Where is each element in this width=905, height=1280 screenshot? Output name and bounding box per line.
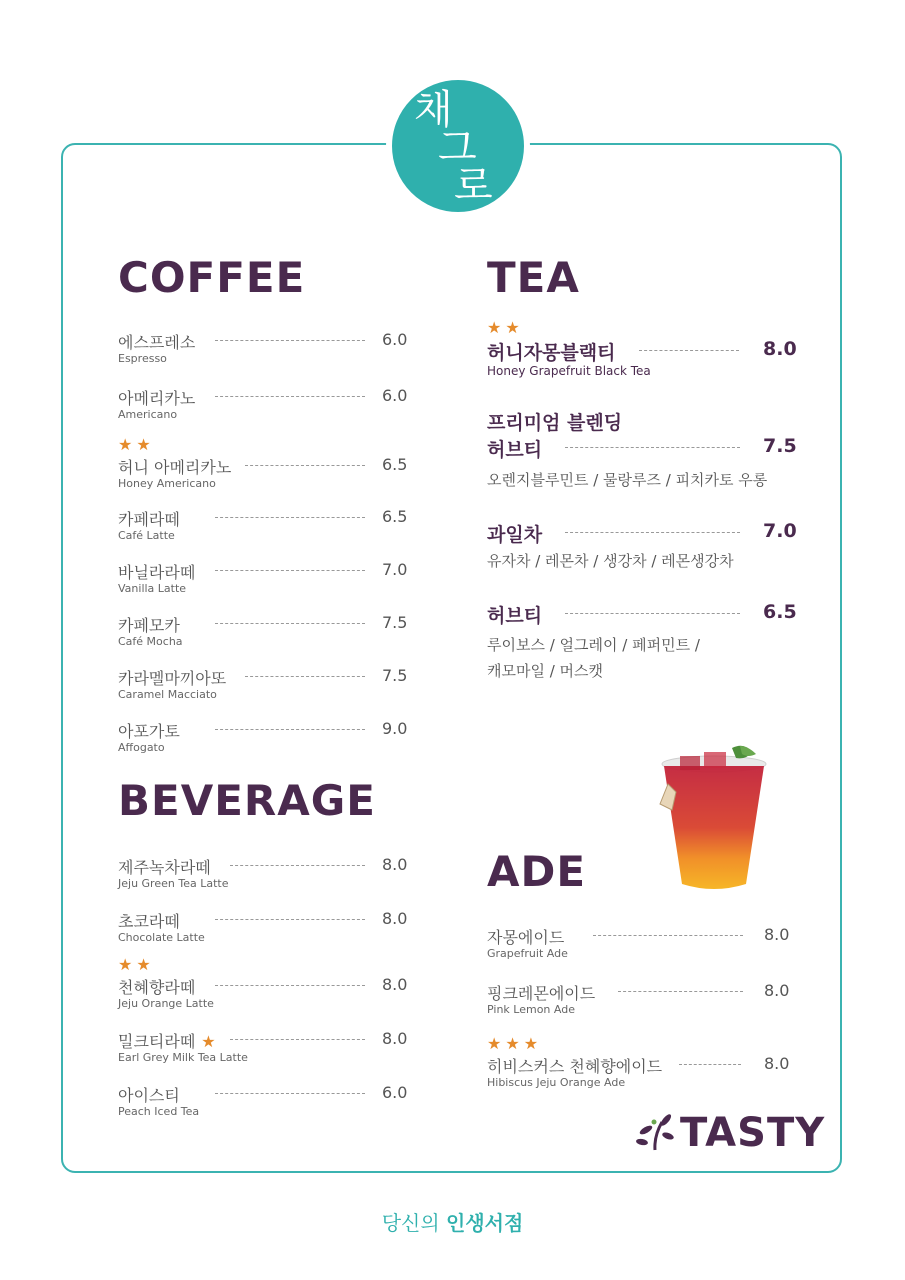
menu-item-heading: [487, 408, 797, 434]
leader-dots: [215, 517, 365, 518]
leader-dots: [565, 613, 740, 614]
menu-item: [118, 507, 408, 547]
menu-item: [118, 909, 408, 949]
menu-item: [118, 560, 408, 600]
brand-logo: [632, 1110, 826, 1156]
item-description: 오렌지블루민트 / 물랑루즈 / 피치카토 우롱: [487, 471, 768, 489]
footer-slogan: [0, 1207, 905, 1236]
item-english: Americano: [118, 408, 178, 421]
item-english: Honey Americano: [118, 477, 216, 490]
leader-dots: [215, 623, 365, 624]
leader-dots: [618, 991, 743, 992]
star-rating: ★★★: [487, 1034, 543, 1053]
item-description: 캐모마일 / 머스캣: [487, 662, 604, 680]
item-english: Vanilla Latte: [118, 582, 187, 595]
menu-item: [118, 330, 408, 370]
tea-title: TEA: [487, 253, 580, 302]
menu-item: [487, 925, 797, 965]
footer-bold: 인생서점: [446, 1211, 524, 1235]
beverage-title: BEVERAGE: [118, 776, 376, 825]
item-name: 바닐라라떼: [118, 563, 196, 582]
star-rating: ★★: [118, 435, 155, 454]
logo-char: 채: [414, 87, 453, 133]
item-price: 9.0: [382, 719, 408, 738]
leader-dots: [593, 935, 743, 936]
item-name: 밀크티라떼 ★: [118, 1032, 216, 1051]
item-name-line1: 프리미엄 블렌딩: [487, 412, 623, 434]
item-price: 8.0: [382, 855, 408, 874]
menu-item: [487, 318, 797, 378]
star-rating: ★★: [487, 318, 524, 337]
item-name: 카라멜마끼아또: [118, 669, 227, 688]
logo-circle: [386, 74, 530, 218]
item-name: 핑크레몬에이드: [487, 984, 596, 1003]
menu-item: [118, 855, 408, 895]
item-price: 8.0: [764, 981, 790, 1000]
item-price: 8.0: [382, 1029, 408, 1048]
leader-dots: [245, 465, 365, 466]
item-price: 7.0: [382, 560, 408, 579]
item-english: Honey Grapefruit Black Tea: [487, 364, 651, 378]
iced-tea-drink-image: [652, 744, 772, 894]
leader-dots: [565, 447, 740, 448]
leader-dots: [215, 919, 365, 920]
leader-dots: [245, 676, 365, 677]
logo-char: 로: [454, 163, 493, 209]
item-name: 초코라떼: [118, 912, 180, 931]
item-name: 카페모카: [118, 616, 180, 635]
logo-char: 그: [438, 125, 477, 171]
item-english: Café Latte: [118, 529, 175, 542]
leader-dots: [215, 570, 365, 571]
item-price: 8.0: [763, 338, 797, 360]
leader-dots: [215, 729, 365, 730]
item-english: Pink Lemon Ade: [487, 1003, 575, 1016]
item-english: Hibiscus Jeju Orange Ade: [487, 1076, 626, 1089]
item-english: Café Mocha: [118, 635, 183, 648]
item-price: 8.0: [764, 925, 790, 944]
item-price: 6.5: [382, 507, 408, 526]
item-english: Espresso: [118, 352, 167, 365]
leader-dots: [215, 985, 365, 986]
item-price: 8.0: [382, 909, 408, 928]
item-description: 유자차 / 레몬차 / 생강차 / 레몬생강차: [487, 552, 734, 570]
item-name: 히비스커스 천혜향에이드: [487, 1057, 663, 1076]
item-english: Peach Iced Tea: [118, 1105, 200, 1118]
item-description: 루이보스 / 얼그레이 / 페퍼민트 /: [487, 636, 700, 654]
item-english: Chocolate Latte: [118, 931, 205, 944]
item-price: 7.0: [763, 520, 797, 542]
coffee-title: COFFEE: [118, 253, 306, 302]
leader-dots: [639, 350, 739, 351]
menu-item: [118, 613, 408, 653]
star-rating: ★★: [118, 955, 155, 974]
menu-item: [118, 666, 408, 706]
item-name: 허브티: [487, 439, 543, 461]
item-price: 6.5: [763, 601, 797, 623]
item-price: 8.0: [382, 975, 408, 994]
brand-name: TASTY: [680, 1110, 826, 1156]
item-name: 아이스티: [118, 1086, 180, 1105]
item-name: 에스프레소: [118, 333, 196, 352]
leader-dots: [679, 1064, 741, 1065]
leader-dots: [230, 1039, 365, 1040]
item-price: 8.0: [764, 1054, 790, 1073]
menu-item: [487, 1034, 797, 1094]
item-price: 7.5: [382, 666, 408, 685]
star-icon: ★: [201, 1032, 216, 1051]
leader-dots: [215, 340, 365, 341]
item-name: 제주녹차라떼: [118, 858, 211, 877]
item-name: 카페라떼: [118, 510, 180, 529]
leader-dots: [230, 865, 365, 866]
footer-pre: 당신의: [381, 1211, 440, 1235]
leaf-icon: [632, 1110, 678, 1156]
item-name: 아메리카노: [118, 389, 196, 408]
menu-item: [118, 719, 408, 759]
menu-item: [118, 386, 408, 426]
leader-dots: [215, 396, 365, 397]
item-english: Earl Grey Milk Tea Latte: [118, 1051, 248, 1064]
item-name: 과일차: [487, 524, 543, 546]
leader-dots: [565, 532, 740, 533]
menu-item: [118, 1029, 408, 1069]
item-price: 6.0: [382, 1083, 408, 1102]
item-name: 자몽에이드: [487, 928, 565, 947]
ade-title: ADE: [487, 847, 587, 896]
menu-item: [118, 1083, 408, 1123]
item-price: 6.5: [382, 455, 408, 474]
item-english: Jeju Orange Latte: [118, 997, 214, 1010]
item-name: 허니자몽블랙티: [487, 342, 616, 364]
item-price: 6.0: [382, 330, 408, 349]
menu-item: [118, 955, 408, 1015]
item-price: 7.5: [382, 613, 408, 632]
item-price: 7.5: [763, 435, 797, 457]
leader-dots: [215, 1093, 365, 1094]
item-name: 허니 아메리카노: [118, 458, 232, 477]
item-english: Caramel Macciato: [118, 688, 217, 701]
item-price: 6.0: [382, 386, 408, 405]
item-english: Grapefruit Ade: [487, 947, 568, 960]
item-name: 천혜향라떼: [118, 978, 196, 997]
item-name: 허브티: [487, 605, 543, 627]
item-name: 아포가토: [118, 722, 180, 741]
item-english: Affogato: [118, 741, 165, 754]
menu-item: [487, 981, 797, 1021]
menu-item: [118, 435, 408, 495]
item-english: Jeju Green Tea Latte: [118, 877, 229, 890]
